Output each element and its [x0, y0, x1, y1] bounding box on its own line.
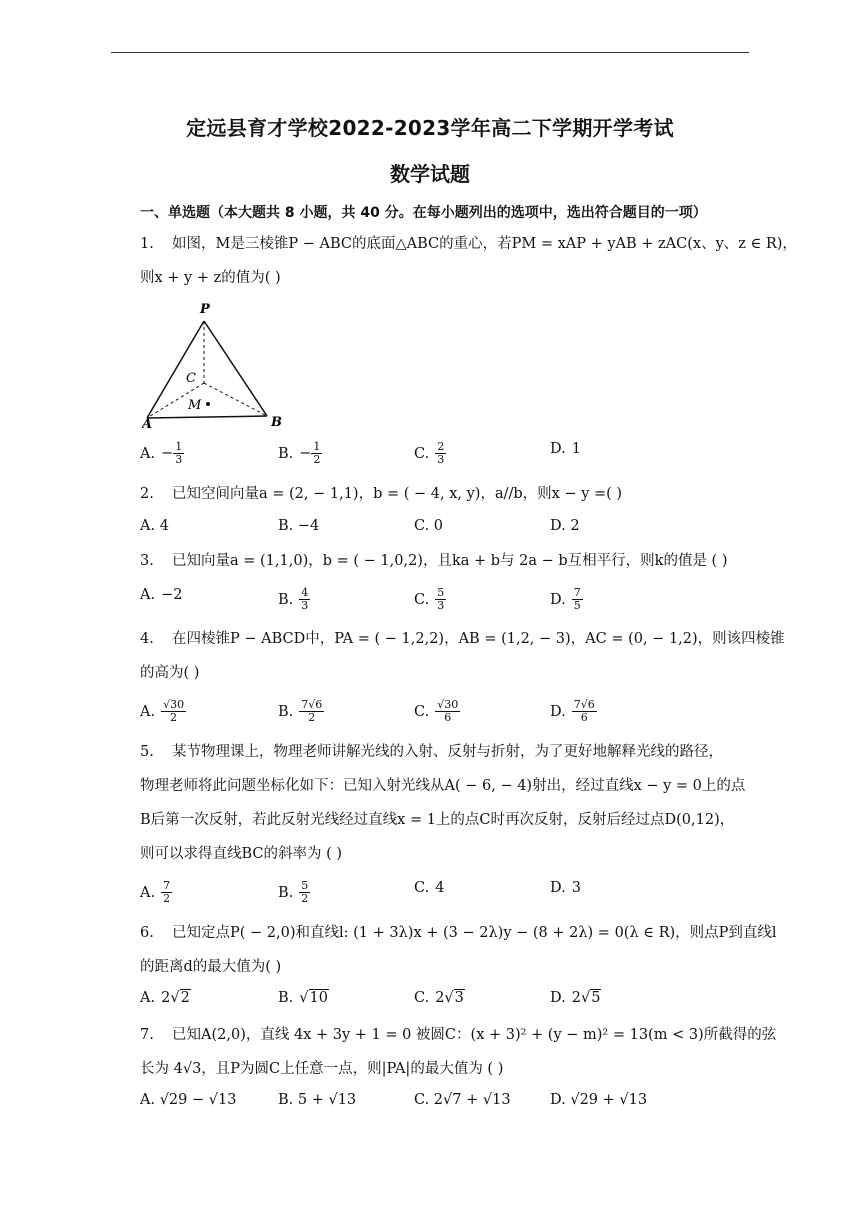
question-5-line2: 物理老师将此问题坐标化如下：已知入射光线从A( − 6, − 4)射出，经过直线x − y = 0上的点 — [140, 778, 746, 794]
question-1-line2 — [140, 262, 760, 295]
question-4: 4. 在四棱锥P − ABCD中，PA = ( − 1,2,2)，AB = (1,2, − 3)，AC = (0, − 1,2)，则该四棱锥 — [140, 631, 785, 647]
option-a[interactable]: A. 2√2 — [140, 990, 190, 1006]
section-heading: 一、单选题（本大题共 8 小题，共 40 分。在每小题列出的选项中，选出符合题目的一项） — [140, 205, 707, 221]
option-d[interactable]: D. 2√5 — [550, 990, 601, 1006]
question-2: 2. 已知空间向量a = (2, − 1,1)，b = ( − 4, x, y)，a//b，则x − y =( ) — [140, 486, 623, 502]
option-b[interactable]: B. $\frac{7√6}{2}$ — [278, 698, 323, 724]
option-b[interactable]: B. − $\frac{1}{2}$ — [278, 440, 321, 466]
question-text: 如图，M是三棱锥P − ABC的底面△ABC的重心，若PM = xAP + yAB + zAC(x、y、z ∈ R)， — [172, 236, 797, 252]
option-a[interactable]: A. √29 − √13 — [140, 1092, 237, 1108]
question-text: 已知定点P( − 2,0)和直线l: (1 + 3λ)x + (3 − 2λ)y − (8 + 2λ) = 0(λ ∈ R)，则点P到直线l — [172, 925, 777, 941]
label-c: C — [186, 371, 196, 386]
options-q2 — [140, 518, 760, 548]
option-c[interactable]: C. 2√3 — [414, 990, 464, 1006]
option-d[interactable]: D. $\frac{7}{5}$ — [550, 586, 581, 612]
edge-ab — [147, 416, 267, 418]
option-d[interactable]: D. 1 — [550, 441, 581, 457]
question-5: 5. 某节物理课上，物理老师讲解光线的入射、反射与折射，为了更好地解释光线的路径， — [140, 744, 723, 760]
option-c[interactable]: C. $\frac{5}{3}$ — [414, 586, 445, 612]
option-c[interactable]: C. 0 — [414, 518, 444, 534]
question-1 — [140, 228, 797, 261]
question-text: 在四棱锥P − ABCD中，PA = ( − 1,2,2)，AB = (1,2, − 3)，AC = (0, − 1,2)，则该四棱锥 — [172, 631, 785, 647]
option-c[interactable]: C. 4 — [414, 880, 445, 896]
options-q6 — [140, 990, 760, 1020]
edge-pb — [204, 321, 267, 416]
option-d[interactable]: D. 3 — [550, 880, 581, 896]
label-b: B — [271, 415, 282, 430]
header-rule — [111, 52, 749, 53]
option-a[interactable]: A. − $\frac{1}{3}$ — [140, 440, 183, 466]
option-a[interactable]: A. $\frac{7}{2}$ — [140, 879, 171, 905]
question-text: 某节物理课上，物理老师讲解光线的入射、反射与折射，为了更好地解释光线的路径， — [172, 744, 723, 760]
question-7: 7. 已知A(2,0)，直线 4x + 3y + 1 = 0 被圆C：(x + 3)² + (y − m)² = 13(m < 3)所截得的弦 — [140, 1027, 777, 1043]
edge-cb — [204, 383, 267, 416]
label-m: M — [188, 398, 202, 413]
question-number: 1. — [140, 236, 154, 252]
options-q7 — [140, 1092, 760, 1122]
question-4-line2 — [140, 657, 760, 690]
question-7-line2: 长为 4√3，且P为圆C上任意一点，则|PA|的最大值为 ( ) — [140, 1061, 504, 1077]
question-5-line4: 则可以求得直线BC的斜率为 ( ) — [140, 846, 343, 862]
option-c[interactable]: C. 2√7 + √13 — [414, 1092, 511, 1108]
question-3: 3. 已知向量a = (1,1,0)，b = ( − 1,0,2)，且ka + b与 2a − b互相平行，则k的值是 ( ) — [140, 553, 728, 569]
question-6: 6. 已知定点P( − 2,0)和直线l: (1 + 3λ)x + (3 − 2λ)y − (8 + 2λ) = 0(λ ∈ R)，则点P到直线l — [140, 925, 777, 941]
option-a[interactable]: A. $\frac{√30}{2}$ — [140, 698, 185, 724]
question-5-line3: B后第一次反射，若此反射光线经过直线x = 1上的点C时再次反射，反射后经过点D(0,12)， — [140, 812, 735, 828]
question-text: 已知向量a = (1,1,0)，b = ( − 1,0,2)，且ka + b与 2a − b互相平行，则k的值是 ( ) — [172, 553, 728, 569]
label-a: A — [142, 417, 153, 431]
exam-subtitle: 数学试题 — [390, 162, 470, 186]
options-q1 — [140, 441, 760, 471]
option-b[interactable]: B. −4 — [278, 518, 320, 534]
question-text: 的高为( ) — [140, 665, 200, 681]
option-d[interactable]: D. √29 + √13 — [550, 1092, 648, 1108]
options-q3 — [140, 587, 760, 617]
label-p: P — [200, 302, 210, 317]
option-b[interactable]: B. √10 — [278, 990, 328, 1006]
tetrahedron-figure — [142, 296, 292, 431]
exam-title: 定远县育才学校2022-2023学年高二下学期开学考试 — [186, 116, 674, 140]
option-b[interactable]: B. $\frac{5}{2}$ — [278, 879, 309, 905]
option-d[interactable]: D. $\frac{7√6}{6}$ — [550, 698, 595, 724]
question-text: 则x + y + z的值为( ) — [140, 270, 281, 286]
option-b[interactable]: B. 5 + √13 — [278, 1092, 357, 1108]
question-6-line2: 的距离d的最大值为( ) — [140, 959, 282, 975]
option-a[interactable]: A. −2 — [140, 587, 183, 603]
option-b[interactable]: B. $\frac{4}{3}$ — [278, 586, 309, 612]
option-c[interactable]: C. $\frac{2}{3}$ — [414, 440, 445, 466]
option-a[interactable]: A. 4 — [140, 518, 169, 534]
question-text: 已知空间向量a = (2, − 1,1)，b = ( − 4, x, y)，a//b，则x − y =( ) — [172, 486, 623, 502]
option-c[interactable]: C. $\frac{√30}{6}$ — [414, 698, 459, 724]
centroid-point — [206, 402, 210, 406]
question-text: 已知A(2,0)，直线 4x + 3y + 1 = 0 被圆C：(x + 3)² + (y − m)² = 13(m < 3)所截得的弦 — [172, 1027, 777, 1043]
option-d[interactable]: D. 2 — [550, 518, 580, 534]
options-q4 — [140, 699, 760, 729]
options-q5 — [140, 880, 760, 910]
